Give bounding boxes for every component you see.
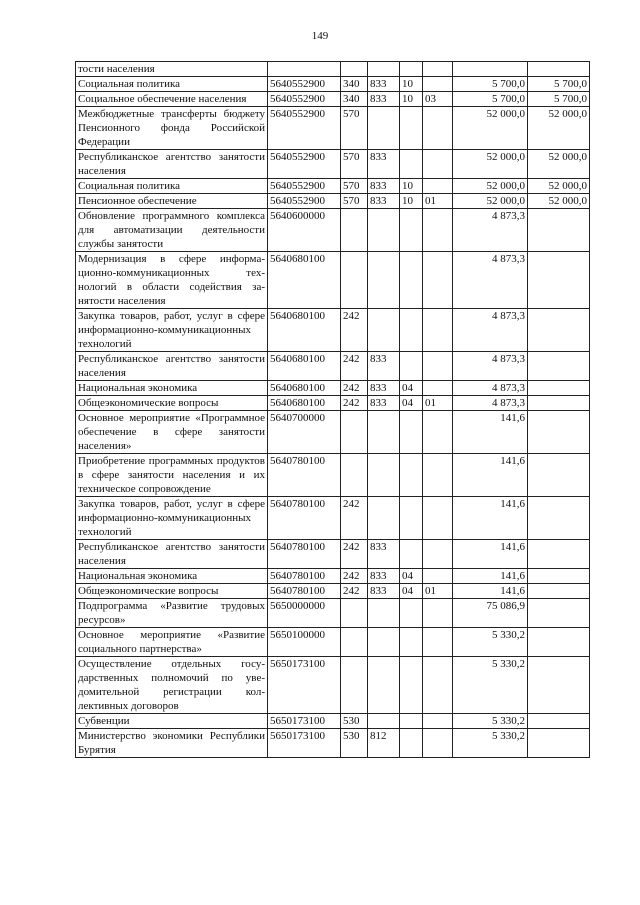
cell-amount-2 (528, 209, 590, 252)
cell-section (400, 411, 423, 454)
cell-section (400, 599, 423, 628)
cell-subsection (423, 77, 453, 92)
page-number: 149 (311, 30, 329, 42)
table-row (76, 599, 590, 628)
cell-grbs: 833 (368, 194, 400, 209)
cell-expense-type: 242 (341, 352, 368, 381)
cell-expense-type: 242 (341, 584, 368, 599)
cell-expense-type (341, 252, 368, 309)
cell-name: Закупка товаров, работ, услуг в сфере информационно-коммуникационных технологий (76, 497, 268, 540)
cell-subsection: 01 (423, 584, 453, 599)
cell-section (400, 309, 423, 352)
cell-code (268, 62, 341, 77)
cell-amount-2: 5 700,0 (528, 77, 590, 92)
cell-grbs (368, 62, 400, 77)
cell-amount-2 (528, 569, 590, 584)
table-row (76, 657, 590, 714)
cell-amount-1: 141,6 (453, 584, 528, 599)
cell-code: 5640780100 (268, 540, 341, 569)
cell-expense-type (341, 62, 368, 77)
table-row (76, 309, 590, 352)
cell-expense-type: 530 (341, 729, 368, 758)
cell-expense-type: 340 (341, 77, 368, 92)
table-row (76, 179, 590, 194)
cell-amount-2: 52 000,0 (528, 150, 590, 179)
table-row (76, 209, 590, 252)
cell-name: Республиканское агентство занятости населения (76, 540, 268, 569)
cell-code: 5640780100 (268, 584, 341, 599)
cell-amount-1: 4 873,3 (453, 209, 528, 252)
cell-expense-type: 530 (341, 714, 368, 729)
cell-code: 5640680100 (268, 352, 341, 381)
cell-amount-2: 52 000,0 (528, 107, 590, 150)
cell-amount-2 (528, 657, 590, 714)
cell-subsection (423, 150, 453, 179)
cell-amount-2 (528, 540, 590, 569)
cell-section (400, 454, 423, 497)
cell-amount-1: 5 330,2 (453, 714, 528, 729)
cell-grbs: 833 (368, 179, 400, 194)
cell-name: Осуществление отдельных государственных полномочий по уведомительной регистрации коллективных договоров (76, 657, 268, 714)
table-row (76, 92, 590, 107)
cell-amount-1: 52 000,0 (453, 150, 528, 179)
cell-name: Обновление программного комплекса для автоматизации деятельности службы занятости (76, 209, 268, 252)
cell-section (400, 252, 423, 309)
cell-grbs (368, 599, 400, 628)
cell-subsection (423, 179, 453, 194)
table-row (76, 497, 590, 540)
cell-amount-1: 5 330,2 (453, 729, 528, 758)
table-row (76, 411, 590, 454)
cell-amount-2: 52 000,0 (528, 179, 590, 194)
cell-name: Министерство экономики Республики Бурятия (76, 729, 268, 758)
cell-subsection (423, 252, 453, 309)
cell-expense-type: 570 (341, 179, 368, 194)
cell-code: 5640680100 (268, 309, 341, 352)
cell-section (400, 352, 423, 381)
table-row (76, 540, 590, 569)
cell-subsection (423, 540, 453, 569)
cell-name: Основное мероприятие «Программное обеспечение в сфере занятости населения» (76, 411, 268, 454)
cell-name: Закупка товаров, работ, услуг в сфере информационно-коммуникационных технологий (76, 309, 268, 352)
cell-subsection (423, 209, 453, 252)
cell-expense-type (341, 628, 368, 657)
cell-expense-type: 242 (341, 569, 368, 584)
table-row (76, 194, 590, 209)
cell-subsection: 03 (423, 92, 453, 107)
cell-code: 5650000000 (268, 599, 341, 628)
cell-amount-1: 5 700,0 (453, 77, 528, 92)
cell-name: Общеэкономические вопросы (76, 584, 268, 599)
table-row (76, 584, 590, 599)
cell-grbs (368, 107, 400, 150)
cell-amount-2 (528, 252, 590, 309)
cell-section: 10 (400, 92, 423, 107)
cell-section: 04 (400, 584, 423, 599)
cell-grbs: 833 (368, 77, 400, 92)
cell-grbs: 833 (368, 352, 400, 381)
cell-grbs (368, 252, 400, 309)
cell-amount-2 (528, 599, 590, 628)
table-row (76, 381, 590, 396)
cell-section: 10 (400, 77, 423, 92)
cell-name: Приобретение программных продуктов в сфере занятости населения и их техническое сопровождение (76, 454, 268, 497)
cell-name: Национальная экономика (76, 569, 268, 584)
cell-name: Социальная политика (76, 179, 268, 194)
cell-section: 04 (400, 381, 423, 396)
cell-section (400, 628, 423, 657)
cell-amount-1: 4 873,3 (453, 309, 528, 352)
cell-amount-1: 141,6 (453, 497, 528, 540)
cell-subsection (423, 352, 453, 381)
cell-grbs (368, 454, 400, 497)
cell-amount-1: 5 700,0 (453, 92, 528, 107)
cell-amount-2 (528, 628, 590, 657)
cell-amount-1: 141,6 (453, 454, 528, 497)
cell-code: 5650173100 (268, 714, 341, 729)
cell-amount-2 (528, 309, 590, 352)
cell-amount-1: 4 873,3 (453, 352, 528, 381)
cell-amount-1: 5 330,2 (453, 628, 528, 657)
cell-section (400, 714, 423, 729)
cell-amount-1: 75 086,9 (453, 599, 528, 628)
cell-code: 5640680100 (268, 252, 341, 309)
table-row (76, 454, 590, 497)
cell-expense-type (341, 599, 368, 628)
cell-amount-1: 141,6 (453, 569, 528, 584)
cell-amount-2 (528, 729, 590, 758)
table-row (76, 62, 590, 77)
cell-subsection (423, 381, 453, 396)
cell-code: 5640680100 (268, 381, 341, 396)
cell-amount-2 (528, 411, 590, 454)
cell-expense-type: 242 (341, 309, 368, 352)
cell-amount-2: 5 700,0 (528, 92, 590, 107)
cell-name: Межбюджетные трансферты бюджету Пенсионного фонда Российской Федерации (76, 107, 268, 150)
cell-grbs: 833 (368, 569, 400, 584)
table-row (76, 714, 590, 729)
table-row (76, 77, 590, 92)
cell-expense-type (341, 657, 368, 714)
cell-amount-2 (528, 714, 590, 729)
cell-expense-type: 242 (341, 540, 368, 569)
cell-amount-1: 141,6 (453, 411, 528, 454)
cell-name: Социальное обеспечение населения (76, 92, 268, 107)
cell-section: 10 (400, 194, 423, 209)
cell-amount-1: 141,6 (453, 540, 528, 569)
table-row (76, 150, 590, 179)
cell-section (400, 657, 423, 714)
cell-name: Общеэкономические вопросы (76, 396, 268, 411)
cell-grbs: 812 (368, 729, 400, 758)
cell-name: Субвенции (76, 714, 268, 729)
cell-section (400, 540, 423, 569)
cell-code: 5640780100 (268, 454, 341, 497)
cell-section (400, 729, 423, 758)
cell-subsection (423, 729, 453, 758)
cell-grbs (368, 657, 400, 714)
cell-code: 5640552900 (268, 107, 341, 150)
cell-code: 5640700000 (268, 411, 341, 454)
cell-name: Подпрограмма «Развитие трудовых ресурсов» (76, 599, 268, 628)
cell-subsection (423, 714, 453, 729)
table-row (76, 252, 590, 309)
cell-expense-type (341, 411, 368, 454)
cell-name: Модернизация в сфере информационно-коммуникационных технологий в области содействия занятости населения (76, 252, 268, 309)
cell-grbs (368, 209, 400, 252)
cell-grbs (368, 714, 400, 729)
cell-amount-1: 5 330,2 (453, 657, 528, 714)
cell-expense-type: 242 (341, 497, 368, 540)
cell-code: 5650100000 (268, 628, 341, 657)
cell-amount-1: 52 000,0 (453, 107, 528, 150)
cell-amount-1: 52 000,0 (453, 194, 528, 209)
cell-subsection (423, 599, 453, 628)
cell-name: Пенсионное обеспечение (76, 194, 268, 209)
cell-section: 10 (400, 179, 423, 194)
cell-expense-type: 570 (341, 107, 368, 150)
cell-code: 5640780100 (268, 497, 341, 540)
cell-name: тости населения (76, 62, 268, 77)
cell-amount-2 (528, 454, 590, 497)
cell-code: 5640780100 (268, 569, 341, 584)
cell-section: 04 (400, 569, 423, 584)
cell-amount-2 (528, 584, 590, 599)
cell-grbs (368, 628, 400, 657)
cell-subsection: 01 (423, 396, 453, 411)
table-row (76, 729, 590, 758)
cell-expense-type (341, 454, 368, 497)
cell-grbs: 833 (368, 540, 400, 569)
cell-subsection: 01 (423, 194, 453, 209)
cell-amount-2 (528, 497, 590, 540)
cell-amount-1: 4 873,3 (453, 252, 528, 309)
cell-expense-type: 570 (341, 150, 368, 179)
cell-amount-1: 4 873,3 (453, 396, 528, 411)
cell-amount-1: 52 000,0 (453, 179, 528, 194)
cell-amount-2 (528, 381, 590, 396)
cell-code: 5640552900 (268, 179, 341, 194)
cell-grbs (368, 309, 400, 352)
cell-grbs: 833 (368, 381, 400, 396)
table-row (76, 396, 590, 411)
cell-code: 5650173100 (268, 729, 341, 758)
cell-section: 04 (400, 396, 423, 411)
cell-name: Республиканское агентство занятости населения (76, 150, 268, 179)
budget-table (75, 61, 590, 758)
table-row (76, 352, 590, 381)
cell-subsection (423, 569, 453, 584)
cell-code: 5640552900 (268, 150, 341, 179)
cell-expense-type: 242 (341, 381, 368, 396)
cell-name: Национальная экономика (76, 381, 268, 396)
cell-subsection (423, 107, 453, 150)
cell-amount-1 (453, 62, 528, 77)
cell-subsection (423, 497, 453, 540)
cell-grbs: 833 (368, 150, 400, 179)
cell-section (400, 107, 423, 150)
budget-table-body (76, 62, 590, 758)
cell-grbs (368, 497, 400, 540)
cell-expense-type: 340 (341, 92, 368, 107)
cell-expense-type: 242 (341, 396, 368, 411)
cell-expense-type: 570 (341, 194, 368, 209)
cell-section (400, 497, 423, 540)
cell-amount-2 (528, 62, 590, 77)
cell-grbs: 833 (368, 584, 400, 599)
cell-amount-2: 52 000,0 (528, 194, 590, 209)
cell-grbs: 833 (368, 396, 400, 411)
cell-amount-1: 4 873,3 (453, 381, 528, 396)
cell-code: 5640680100 (268, 396, 341, 411)
cell-code: 5640600000 (268, 209, 341, 252)
cell-code: 5640552900 (268, 194, 341, 209)
cell-expense-type (341, 209, 368, 252)
table-row (76, 107, 590, 150)
cell-subsection (423, 628, 453, 657)
cell-section (400, 209, 423, 252)
cell-grbs (368, 411, 400, 454)
cell-amount-2 (528, 352, 590, 381)
cell-subsection (423, 657, 453, 714)
table-row (76, 569, 590, 584)
cell-subsection (423, 62, 453, 77)
cell-section (400, 62, 423, 77)
table-row (76, 628, 590, 657)
cell-subsection (423, 309, 453, 352)
cell-code: 5640552900 (268, 92, 341, 107)
cell-code: 5650173100 (268, 657, 341, 714)
cell-subsection (423, 411, 453, 454)
cell-name: Социальная политика (76, 77, 268, 92)
cell-amount-2 (528, 396, 590, 411)
cell-code: 5640552900 (268, 77, 341, 92)
cell-subsection (423, 454, 453, 497)
cell-grbs: 833 (368, 92, 400, 107)
cell-name: Республиканское агентство занятости населения (76, 352, 268, 381)
cell-section (400, 150, 423, 179)
cell-name: Основное мероприятие «Развитие социального партнерства» (76, 628, 268, 657)
